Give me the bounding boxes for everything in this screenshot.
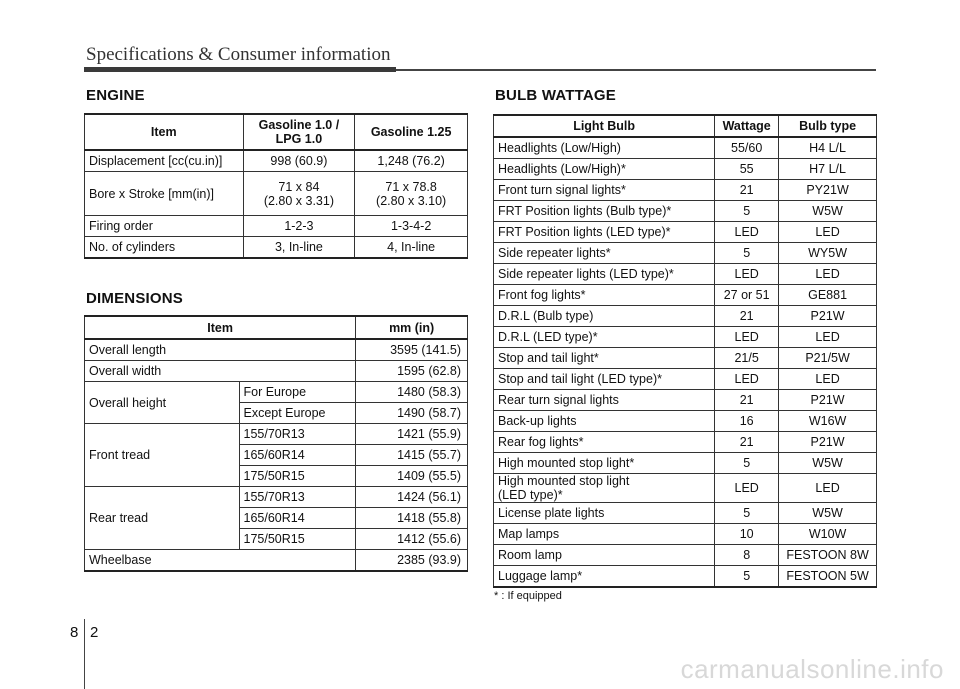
bulb-row bbox=[494, 369, 877, 390]
margin-rule bbox=[84, 619, 85, 689]
dimensions-cell: Overall width bbox=[85, 361, 356, 382]
bulb-cell: LED bbox=[715, 474, 779, 503]
bulb-row bbox=[494, 306, 877, 327]
engine-cell: No. of cylinders bbox=[85, 237, 244, 259]
bulb-cell: LED bbox=[715, 369, 779, 390]
bulb-cell: 8 bbox=[715, 545, 779, 566]
bulb-row bbox=[494, 432, 877, 453]
dimensions-cell: 2385 (93.9) bbox=[356, 550, 468, 572]
dimensions-section-title: DIMENSIONS bbox=[86, 290, 184, 307]
dimensions-cell: 165/60R14 bbox=[239, 445, 356, 466]
bulb-cell: Map lamps bbox=[494, 524, 715, 545]
bulb-cell: W5W bbox=[779, 201, 877, 222]
bulb-cell: H7 L/L bbox=[779, 159, 877, 180]
engine-cell: 71 x 84 (2.80 x 3.31) bbox=[243, 172, 355, 216]
bulb-cell: FESTOON 8W bbox=[779, 545, 877, 566]
bulb-cell: Side repeater lights* bbox=[494, 243, 715, 264]
bulb-row bbox=[494, 264, 877, 285]
bulb-cell: LED bbox=[715, 222, 779, 243]
bulb-cell: D.R.L (LED type)* bbox=[494, 327, 715, 348]
engine-cell: Firing order bbox=[85, 216, 244, 237]
bulb-cell: WY5W bbox=[779, 243, 877, 264]
bulb-cell: FESTOON 5W bbox=[779, 566, 877, 588]
bulb-col-wattage: Wattage bbox=[715, 115, 779, 137]
dimensions-cell: Overall length bbox=[85, 339, 356, 361]
engine-cell: 998 (60.9) bbox=[243, 150, 355, 172]
bulb-cell: Back-up lights bbox=[494, 411, 715, 432]
bulb-row bbox=[494, 137, 877, 159]
dimensions-cell: 1412 (55.6) bbox=[356, 529, 468, 550]
engine-cell: 1,248 (76.2) bbox=[355, 150, 468, 172]
bulb-cell: Stop and tail light (LED type)* bbox=[494, 369, 715, 390]
chapter-number: 8 bbox=[70, 624, 79, 641]
bulb-cell: 21/5 bbox=[715, 348, 779, 369]
bulb-row bbox=[494, 243, 877, 264]
bulb-row bbox=[494, 159, 877, 180]
bulb-cell: Headlights (Low/High)* bbox=[494, 159, 715, 180]
bulb-row bbox=[494, 474, 877, 503]
dimensions-col-mm: mm (in) bbox=[356, 316, 468, 339]
bulb-cell: 21 bbox=[715, 306, 779, 327]
bulb-cell: Side repeater lights (LED type)* bbox=[494, 264, 715, 285]
bulb-cell: 5 bbox=[715, 503, 779, 524]
engine-cell: Bore x Stroke [mm(in)] bbox=[85, 172, 244, 216]
bulb-cell: FRT Position lights (Bulb type)* bbox=[494, 201, 715, 222]
bulb-cell: LED bbox=[779, 264, 877, 285]
dimensions-cell: 175/50R15 bbox=[239, 529, 356, 550]
bulb-cell: P21/5W bbox=[779, 348, 877, 369]
bulb-cell: P21W bbox=[779, 306, 877, 327]
engine-table bbox=[84, 113, 468, 259]
bulb-row bbox=[494, 566, 877, 588]
engine-cell: 1-2-3 bbox=[243, 216, 355, 237]
bulb-cell: LED bbox=[779, 327, 877, 348]
dimensions-table bbox=[84, 315, 468, 572]
bulb-wattage-table bbox=[493, 114, 877, 588]
bulb-row bbox=[494, 524, 877, 545]
dimensions-cell: 1490 (58.7) bbox=[356, 403, 468, 424]
bulb-row bbox=[494, 348, 877, 369]
engine-cell: Displacement [cc(cu.in)] bbox=[85, 150, 244, 172]
bulb-row bbox=[494, 327, 877, 348]
bulb-row bbox=[494, 180, 877, 201]
bulb-cell: P21W bbox=[779, 390, 877, 411]
bulb-row bbox=[494, 503, 877, 524]
bulb-cell: GE881 bbox=[779, 285, 877, 306]
bulb-cell: W5W bbox=[779, 503, 877, 524]
bulb-cell: 5 bbox=[715, 201, 779, 222]
engine-col-gasoline-125: Gasoline 1.25 bbox=[355, 114, 468, 150]
engine-col-item: Item bbox=[85, 114, 244, 150]
bulb-cell: P21W bbox=[779, 432, 877, 453]
dimensions-cell: Rear tread bbox=[85, 487, 240, 550]
bulb-cell: LED bbox=[715, 327, 779, 348]
dimensions-cell: 165/60R14 bbox=[239, 508, 356, 529]
bulb-cell: 55 bbox=[715, 159, 779, 180]
bulb-cell: 16 bbox=[715, 411, 779, 432]
bulb-row bbox=[494, 390, 877, 411]
bulb-cell: High mounted stop light (LED type)* bbox=[494, 474, 715, 503]
dimensions-cell: 1480 (58.3) bbox=[356, 382, 468, 403]
engine-col-gasoline-10: Gasoline 1.0 / LPG 1.0 bbox=[243, 114, 355, 150]
bulb-row bbox=[494, 411, 877, 432]
bulb-cell: Front turn signal lights* bbox=[494, 180, 715, 201]
dimensions-cell: 3595 (141.5) bbox=[356, 339, 468, 361]
footnote: * : If equipped bbox=[494, 590, 562, 602]
bulb-cell: Luggage lamp* bbox=[494, 566, 715, 588]
engine-cell: 71 x 78.8 (2.80 x 3.10) bbox=[355, 172, 468, 216]
dimensions-cell: 155/70R13 bbox=[239, 424, 356, 445]
bulb-cell: 21 bbox=[715, 432, 779, 453]
bulb-cell: Headlights (Low/High) bbox=[494, 137, 715, 159]
bulb-cell: Stop and tail light* bbox=[494, 348, 715, 369]
bulb-cell: LED bbox=[715, 264, 779, 285]
bulb-cell: High mounted stop light* bbox=[494, 453, 715, 474]
bulb-cell: 10 bbox=[715, 524, 779, 545]
dimensions-cell: 155/70R13 bbox=[239, 487, 356, 508]
bulb-cell: LED bbox=[779, 474, 877, 503]
bulb-cell: 5 bbox=[715, 566, 779, 588]
engine-section-title: ENGINE bbox=[86, 87, 145, 104]
bulb-cell: FRT Position lights (LED type)* bbox=[494, 222, 715, 243]
bulb-cell: PY21W bbox=[779, 180, 877, 201]
dimensions-cell: 1424 (56.1) bbox=[356, 487, 468, 508]
dimensions-cell: 1409 (55.5) bbox=[356, 466, 468, 487]
header-rule bbox=[396, 69, 876, 71]
dimensions-cell: For Europe bbox=[239, 382, 356, 403]
bulb-cell: 55/60 bbox=[715, 137, 779, 159]
dimensions-cell: 175/50R15 bbox=[239, 466, 356, 487]
engine-cell: 1-3-4-2 bbox=[355, 216, 468, 237]
dimensions-cell: Overall height bbox=[85, 382, 240, 424]
dimensions-cell: 1415 (55.7) bbox=[356, 445, 468, 466]
bulb-cell: Front fog lights* bbox=[494, 285, 715, 306]
bulb-row bbox=[494, 453, 877, 474]
bulb-col-light: Light Bulb bbox=[494, 115, 715, 137]
bulb-cell: 27 or 51 bbox=[715, 285, 779, 306]
bulb-cell: 21 bbox=[715, 390, 779, 411]
bulb-row bbox=[494, 285, 877, 306]
bulb-cell: LED bbox=[779, 369, 877, 390]
bulb-section-title: BULB WATTAGE bbox=[495, 87, 616, 104]
bulb-cell: Rear turn signal lights bbox=[494, 390, 715, 411]
engine-cell: 3, In-line bbox=[243, 237, 355, 259]
dimensions-cell: 1595 (62.8) bbox=[356, 361, 468, 382]
bulb-row bbox=[494, 222, 877, 243]
bulb-cell: 21 bbox=[715, 180, 779, 201]
dimensions-cell: Wheelbase bbox=[85, 550, 356, 572]
bulb-cell: W10W bbox=[779, 524, 877, 545]
bulb-cell: W16W bbox=[779, 411, 877, 432]
page-header-title: Specifications & Consumer information bbox=[86, 44, 391, 65]
dimensions-cell: 1421 (55.9) bbox=[356, 424, 468, 445]
header-rule-dark bbox=[84, 67, 396, 72]
engine-cell: 4, In-line bbox=[355, 237, 468, 259]
bulb-cell: W5W bbox=[779, 453, 877, 474]
watermark: carmanualsonline.info bbox=[680, 654, 944, 684]
dimensions-cell: 1418 (55.8) bbox=[356, 508, 468, 529]
page-number: 2 bbox=[90, 624, 99, 641]
bulb-col-type: Bulb type bbox=[779, 115, 877, 137]
bulb-row bbox=[494, 545, 877, 566]
dimensions-col-item: Item bbox=[85, 316, 356, 339]
bulb-cell: LED bbox=[779, 222, 877, 243]
bulb-cell: Room lamp bbox=[494, 545, 715, 566]
bulb-cell: 5 bbox=[715, 453, 779, 474]
bulb-cell: License plate lights bbox=[494, 503, 715, 524]
bulb-cell: 5 bbox=[715, 243, 779, 264]
dimensions-cell: Front tread bbox=[85, 424, 240, 487]
bulb-row bbox=[494, 201, 877, 222]
bulb-cell: H4 L/L bbox=[779, 137, 877, 159]
dimensions-cell: Except Europe bbox=[239, 403, 356, 424]
bulb-cell: D.R.L (Bulb type) bbox=[494, 306, 715, 327]
bulb-cell: Rear fog lights* bbox=[494, 432, 715, 453]
